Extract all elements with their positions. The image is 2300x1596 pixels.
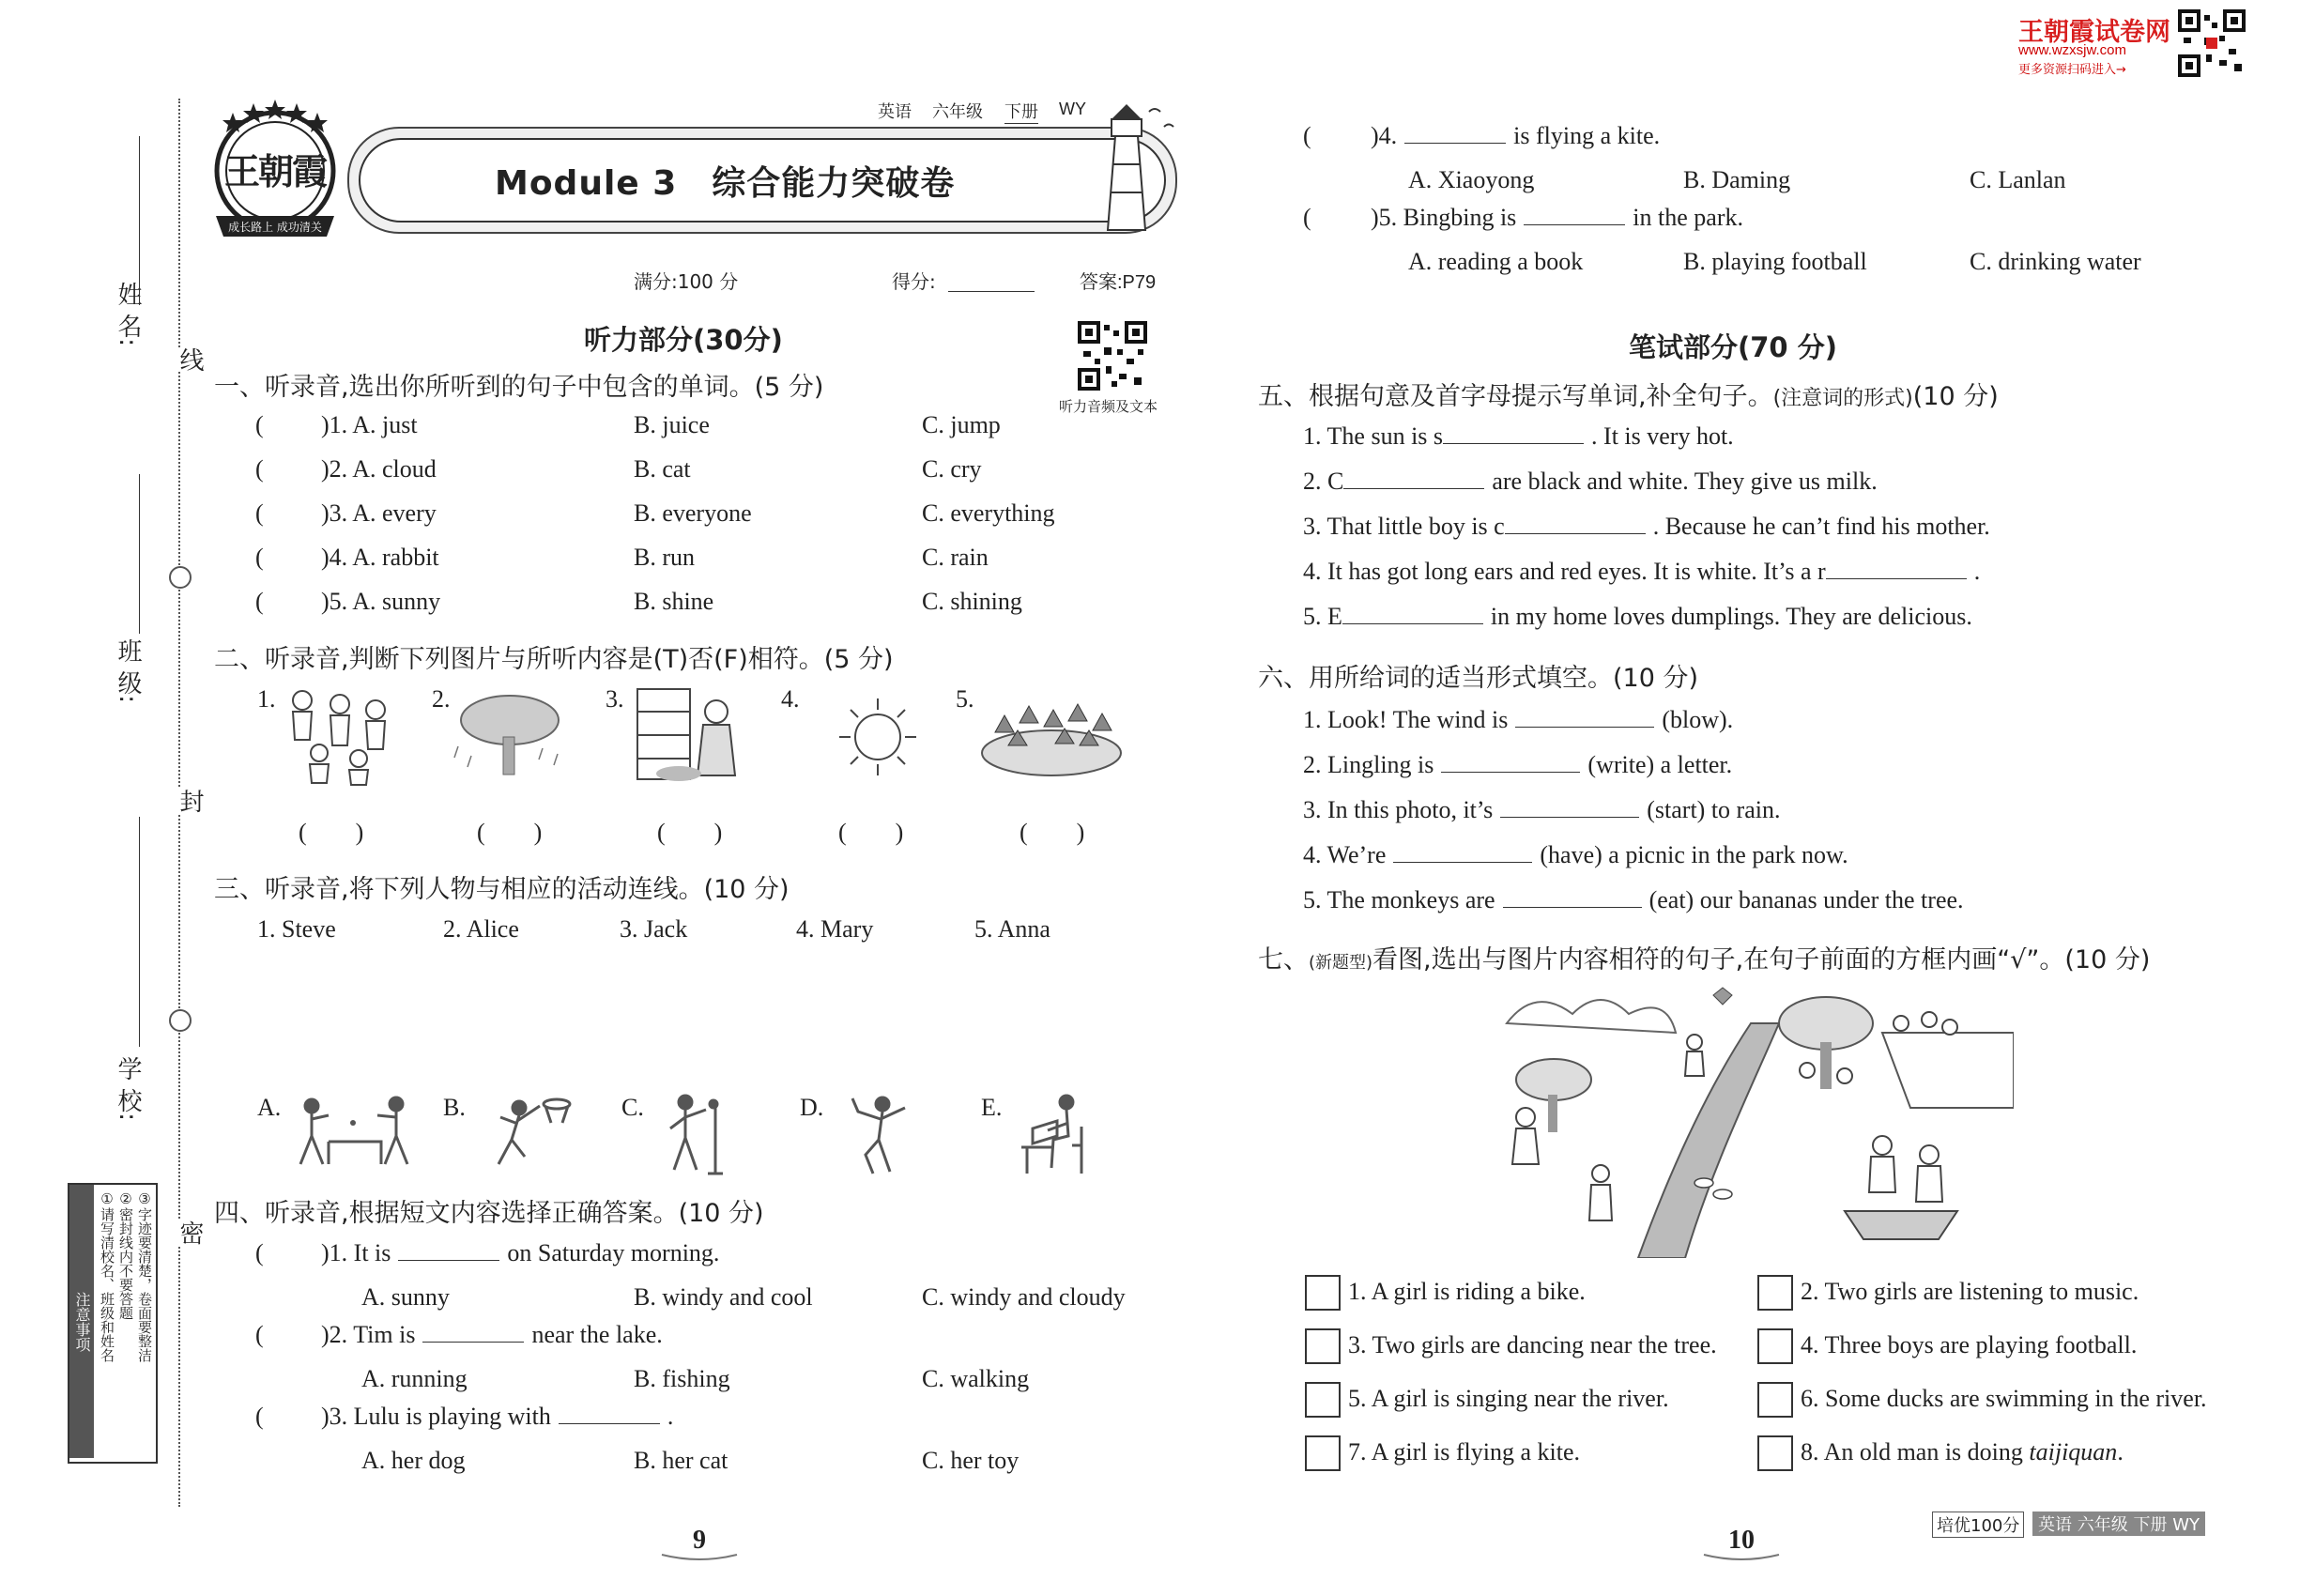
answer-ref: 答案:P79 — [1080, 272, 1157, 293]
q7-option-text: 8. An old man is doing — [1801, 1438, 2030, 1466]
q4-option-b[interactable]: B. Daming — [1683, 166, 1791, 193]
sun-picture — [836, 695, 920, 779]
notice-title: 注意事项 — [69, 1185, 94, 1458]
q7-option-4 — [1801, 1331, 2137, 1359]
q7-checkbox-7[interactable] — [1305, 1435, 1341, 1471]
q7-option-text: 2. Two girls are listening to music. — [1801, 1278, 2139, 1305]
q4-answer-blank[interactable] — [559, 1403, 660, 1424]
q5-sentence-tail: . It is very hot. — [1591, 422, 1734, 450]
flower-bed-picture — [976, 695, 1127, 781]
q4-answer-blank[interactable] — [398, 1239, 499, 1261]
q4-option-a[interactable]: A. reading a book — [1408, 248, 1584, 275]
q4-option-a[interactable]: A. Xiaoyong — [1408, 166, 1535, 193]
full-score: 满分:100 分 — [634, 270, 739, 293]
reading-picture[interactable] — [1014, 1089, 1108, 1178]
q5-sentence-tail: . Because he can’t find his mother. — [1652, 513, 1990, 540]
q6-sentence-3 — [1303, 796, 1780, 824]
q3-person-3[interactable]: 3. Jack — [620, 915, 688, 943]
q5-score: (10 分) — [1912, 382, 1999, 411]
q4-answer-paren[interactable]: ( — [255, 1239, 264, 1266]
q7-option-6 — [1801, 1385, 2207, 1413]
q4-question-tail: in the park. — [1633, 204, 1743, 231]
q1-answer-paren[interactable]: ( — [255, 499, 264, 527]
title-banner — [347, 127, 1177, 234]
q5-sentence-tail: in my home loves dumplings. They are delicious. — [1490, 603, 1972, 630]
q7-option-text: 3. Two girls are dancing near the tree. — [1348, 1331, 1717, 1358]
q6-sentence-tail: (blow). — [1662, 706, 1734, 733]
q4-question-1 — [321, 1239, 719, 1267]
q4-question-tail: near the lake. — [531, 1321, 663, 1348]
q4-title: 四、听录音,根据短文内容选择正确答案。(10 分) — [214, 1199, 764, 1228]
page-title: Module 3 综合能力突破卷 — [495, 164, 956, 203]
q7-title-row — [1258, 939, 2150, 975]
q5-answer-blank[interactable] — [1505, 513, 1646, 534]
footer-tag-edition: WY — [2172, 1515, 2200, 1535]
q7-checkbox-8[interactable] — [1757, 1435, 1793, 1471]
q3-person-2[interactable]: 2. Alice — [443, 915, 519, 943]
q3-letter-d: D. — [800, 1094, 824, 1121]
q6-answer-blank[interactable] — [1515, 706, 1654, 728]
q1-option-a[interactable]: )2. A. cloud — [321, 455, 437, 483]
q3-letter-c: C. — [621, 1094, 644, 1121]
q4-question-4 — [1371, 122, 1660, 150]
q2-title: 二、听录音,判断下列图片与所听内容是(T)否(F)相符。(5 分) — [214, 645, 894, 674]
q5-sentence-text: 5. E — [1303, 603, 1342, 630]
q7-option-1 — [1348, 1278, 1586, 1306]
name-label: 姓 名: — [114, 282, 142, 347]
q6-sentence-4 — [1303, 841, 1848, 869]
q5-answer-blank[interactable] — [1342, 603, 1483, 624]
q4-option-a[interactable]: A. sunny — [361, 1283, 450, 1311]
q7-option-text: 6. Some ducks are swimming in the river. — [1801, 1385, 2207, 1412]
class-line[interactable] — [139, 474, 140, 634]
footer-tag-term: 下册 — [2133, 1515, 2168, 1535]
q5-note: (注意词的形式) — [1772, 387, 1913, 410]
q3-person-1[interactable]: 1. Steve — [257, 915, 336, 943]
q2-answer-5[interactable]: ( ) — [1020, 819, 1085, 846]
name-line[interactable] — [139, 136, 140, 305]
q4-answer-paren[interactable]: ( — [255, 1403, 264, 1430]
q1-option-c[interactable]: C. everything — [922, 499, 1055, 527]
children-playing-picture — [282, 683, 394, 787]
q1-option-c[interactable]: C. shining — [922, 588, 1022, 615]
q4-answer-blank[interactable] — [422, 1321, 524, 1343]
cut-char-feng: 封 — [173, 789, 207, 813]
q7-checkbox-5[interactable] — [1305, 1382, 1341, 1418]
q4-question-tail: . — [667, 1403, 674, 1430]
q3-person-5[interactable]: 5. Anna — [974, 915, 1050, 943]
q1-option-b[interactable]: B. everyone — [634, 499, 752, 527]
q4-option-b[interactable]: B. fishing — [634, 1365, 730, 1392]
school-line[interactable] — [139, 817, 140, 1047]
header-tag-subject: 英语 — [878, 102, 912, 122]
footer-tag-subject: 英语 — [2038, 1515, 2072, 1535]
q5-answer-blank[interactable] — [1443, 422, 1584, 444]
q2-label-1: 1. — [257, 685, 276, 713]
q2-answer-4[interactable]: ( ) — [838, 819, 904, 846]
q4-question-text: )5. Bingbing is — [1371, 204, 1517, 231]
header-tag-grade: 六年级 — [932, 102, 983, 122]
q5-title-row — [1258, 376, 1999, 412]
page-ornament-left-icon — [657, 1547, 742, 1562]
score-blank[interactable] — [948, 291, 1035, 292]
qr-code-icon[interactable] — [1078, 321, 1147, 391]
q3-letter-e: E. — [981, 1094, 1003, 1121]
q4-question-text: )3. Lulu is playing with — [321, 1403, 551, 1430]
header-tag-term: 下册 — [1004, 99, 1038, 124]
footer-series: 培优100分 — [1937, 1516, 2020, 1536]
q6-sentence-text: 1. Look! The wind is — [1303, 706, 1509, 733]
q4-answer-paren[interactable]: ( — [255, 1321, 264, 1348]
q7-checkbox-6[interactable] — [1757, 1382, 1793, 1418]
q4-option-c[interactable]: C. Lanlan — [1970, 166, 2066, 193]
q6-sentence-tail: (start) to rain. — [1647, 796, 1781, 823]
q1-option-b[interactable]: B. juice — [634, 411, 710, 438]
binding-hole-1 — [169, 566, 192, 589]
q6-answer-blank[interactable] — [1393, 841, 1532, 863]
q5-sentence-2 — [1303, 468, 1878, 496]
q5-sentence-text: 4. It has got long ears and red eyes. It is white. It’s a r — [1303, 558, 1826, 585]
q1-answer-paren[interactable]: ( — [255, 455, 264, 483]
q2-answer-1[interactable]: ( ) — [299, 819, 364, 846]
q6-answer-blank[interactable] — [1503, 886, 1642, 908]
q4-question-text: )1. It is — [321, 1239, 391, 1266]
q7-checkbox-4[interactable] — [1757, 1328, 1793, 1364]
notice-item-1: ①请写清校名、班级和姓名 — [99, 1190, 115, 1362]
q7-option-5 — [1348, 1385, 1669, 1413]
header-tag-edition: WY — [1059, 100, 1086, 118]
q7-title: 看图,选出与图片内容相符的句子,在句子前面的方框内画“√”。(10 分) — [1372, 945, 2151, 974]
ping-pong-picture[interactable] — [291, 1089, 418, 1174]
q4-question-tail: is flying a kite. — [1513, 122, 1661, 149]
q1-option-b[interactable]: B. cat — [634, 455, 691, 483]
q6-sentence-text: 2. Lingling is — [1303, 751, 1434, 778]
q7-checkbox-3[interactable] — [1305, 1328, 1341, 1364]
q7-checkbox-2[interactable] — [1757, 1275, 1793, 1311]
q7-option-text: 1. A girl is riding a bike. — [1348, 1278, 1586, 1305]
q5-sentence-tail: are black and white. They give us milk. — [1492, 468, 1878, 495]
q4-option-c[interactable]: C. windy and cloudy — [922, 1283, 1126, 1311]
q5-sentence-1 — [1303, 422, 1734, 451]
q7-option-8 — [1801, 1438, 2124, 1466]
brand-slogan: 更多资源扫码进入→ — [2018, 63, 2126, 77]
shop-girl-picture — [634, 683, 746, 787]
q5-sentence-text: 2. C — [1303, 468, 1344, 495]
q3-title: 三、听录音,将下列人物与相应的活动连线。(10 分) — [214, 875, 790, 904]
logo — [205, 94, 345, 244]
q6-sentence-5 — [1303, 886, 1964, 914]
q4-option-c[interactable]: C. drinking water — [1970, 248, 2141, 275]
notice-box — [68, 1183, 158, 1464]
logo-ribbon: 成长路上 成功清关 — [228, 221, 322, 234]
q6-sentence-tail: (eat) our bananas under the tree. — [1648, 886, 1964, 913]
logo-text: 王朝霞 — [223, 151, 326, 192]
q5-sentence-text: 3. That little boy is c — [1303, 513, 1505, 540]
page-ornament-right-icon — [1699, 1547, 1784, 1562]
q1-option-c[interactable]: C. jump — [922, 411, 1001, 438]
q7-option-text: 4. Three boys are playing football. — [1801, 1331, 2138, 1358]
q1-option-a[interactable]: )4. A. rabbit — [321, 544, 439, 571]
q4-question-3 — [321, 1403, 673, 1431]
q1-answer-paren[interactable]: ( — [255, 588, 264, 615]
q5-title: 五、根据句意及首字母提示写单词,补全句子。 — [1258, 382, 1773, 411]
q5-sentence-4 — [1303, 558, 1980, 586]
basketball-picture[interactable] — [483, 1089, 577, 1174]
q7-option-2 — [1801, 1278, 2139, 1306]
q3-person-4[interactable]: 4. Mary — [796, 915, 874, 943]
q5-sentence-tail: . — [1973, 558, 1981, 585]
cut-char-mi: 密 — [173, 1220, 207, 1245]
listening-title: 听力部分(30分) — [584, 324, 783, 356]
q7-option-period: . — [2117, 1438, 2124, 1466]
q6-sentence-2 — [1303, 751, 1732, 779]
footer-tags — [2032, 1512, 2205, 1536]
qr-caption: 听力音频及文本 — [1059, 398, 1158, 415]
q4-option-b[interactable]: B. playing football — [1683, 248, 1867, 275]
q6-sentence-1 — [1303, 706, 1733, 734]
q7-option-text: 7. A girl is flying a kite. — [1348, 1438, 1580, 1466]
q7-option-italic: taijiquan — [2029, 1438, 2118, 1466]
q4-question-5 — [1371, 204, 1743, 232]
cut-char-xian: 线 — [173, 347, 207, 372]
q2-label-3: 3. — [606, 685, 624, 713]
singing-picture[interactable] — [657, 1089, 742, 1178]
q1-option-c[interactable]: C. rain — [922, 544, 989, 571]
q3-letter-a: A. — [257, 1094, 282, 1121]
notice-item-2: ②密封线内不要答题 — [117, 1190, 134, 1320]
q5-answer-blank[interactable] — [1343, 468, 1484, 489]
q7-tag: (新题型) — [1309, 953, 1373, 973]
q4-option-b[interactable]: B. windy and cool — [634, 1283, 813, 1311]
q4-question-text: )2. Tim is — [321, 1321, 416, 1348]
q5-sentence-5 — [1303, 603, 1972, 631]
park-scene-picture — [1469, 986, 2014, 1258]
q6-sentence-text: 4. We’re — [1303, 841, 1387, 868]
q5-sentence-3 — [1303, 513, 1990, 541]
q4-answer-paren[interactable]: ( — [1303, 122, 1311, 149]
q2-label-4: 4. — [781, 685, 800, 713]
brand-url[interactable]: www.wzxsjw.com — [2018, 42, 2127, 58]
binding-hole-2 — [169, 1009, 192, 1032]
q1-option-a[interactable]: )3. A. every — [321, 499, 437, 527]
q2-label-2: 2. — [432, 685, 451, 713]
footer-tag-grade: 六年级 — [2077, 1515, 2128, 1535]
q7-title-prefix: 七、 — [1258, 945, 1309, 974]
brand-qr-icon[interactable] — [2178, 9, 2246, 77]
q4-answer-blank[interactable] — [1524, 204, 1625, 225]
page-number-left: 9 — [693, 1526, 706, 1555]
q2-label-5: 5. — [956, 685, 974, 713]
q2-answer-2[interactable]: ( ) — [477, 819, 543, 846]
q4-option-c[interactable]: C. her toy — [922, 1447, 1020, 1474]
q1-option-a[interactable]: )5. A. sunny — [321, 588, 441, 615]
q6-sentence-text: 3. In this photo, it’s — [1303, 796, 1494, 823]
school-label: 学 校: — [114, 1056, 142, 1122]
page-number-right: 10 — [1728, 1526, 1755, 1555]
q4-option-a[interactable]: A. running — [361, 1365, 468, 1392]
q5-answer-blank[interactable] — [1826, 558, 1967, 579]
q7-option-7 — [1348, 1438, 1580, 1466]
q4-question-tail: on Saturday morning. — [507, 1239, 720, 1266]
q6-title: 六、用所给词的适当形式填空。(10 分) — [1258, 664, 1699, 693]
q7-option-text: 5. A girl is singing near the river. — [1348, 1385, 1669, 1412]
dancing-picture[interactable] — [845, 1089, 920, 1178]
notice-item-3: ③字迹要清楚，卷面要整洁 — [136, 1190, 153, 1362]
q1-answer-paren[interactable]: ( — [255, 544, 264, 571]
lighthouse-icon — [1070, 99, 1183, 239]
tree-rain-picture — [449, 690, 571, 779]
q4-answer-paren[interactable]: ( — [1303, 204, 1311, 231]
q7-checkbox-1[interactable] — [1305, 1275, 1341, 1311]
q7-option-3 — [1348, 1331, 1717, 1359]
q1-title: 一、听录音,选出你所听到的句子中包含的单词。(5 分) — [214, 373, 824, 402]
q5-sentence-text: 1. The sun is s — [1303, 422, 1444, 450]
footer-series-badge — [1932, 1512, 2024, 1538]
q2-answer-3[interactable]: ( ) — [657, 819, 723, 846]
q4-option-b[interactable]: B. her cat — [634, 1447, 728, 1474]
q6-sentence-text: 5. The monkeys are — [1303, 886, 1495, 913]
q1-option-b[interactable]: B. run — [634, 544, 695, 571]
q1-option-c[interactable]: C. cry — [922, 455, 982, 483]
q1-option-b[interactable]: B. shine — [634, 588, 714, 615]
q4-option-a[interactable]: A. her dog — [361, 1447, 466, 1474]
q6-answer-blank[interactable] — [1441, 751, 1580, 773]
q3-letter-b: B. — [443, 1094, 466, 1121]
q4-question-text: )4. — [1371, 122, 1398, 149]
brand-name: 王朝霞试卷网 — [2018, 18, 2170, 47]
q1-answer-paren[interactable]: ( — [255, 411, 264, 438]
q6-sentence-tail: (write) a letter. — [1587, 751, 1733, 778]
q4-question-2 — [321, 1321, 663, 1349]
written-title: 笔试部分(70 分) — [1629, 331, 1837, 363]
q6-sentence-tail: (have) a picnic in the park now. — [1540, 841, 1848, 868]
q4-answer-blank[interactable] — [1404, 122, 1506, 144]
q1-option-a[interactable]: )1. A. just — [321, 411, 418, 438]
q6-answer-blank[interactable] — [1500, 796, 1639, 818]
score-label: 得分: — [892, 270, 936, 293]
q4-option-c[interactable]: C. walking — [922, 1365, 1030, 1392]
class-label: 班 级: — [114, 638, 142, 704]
